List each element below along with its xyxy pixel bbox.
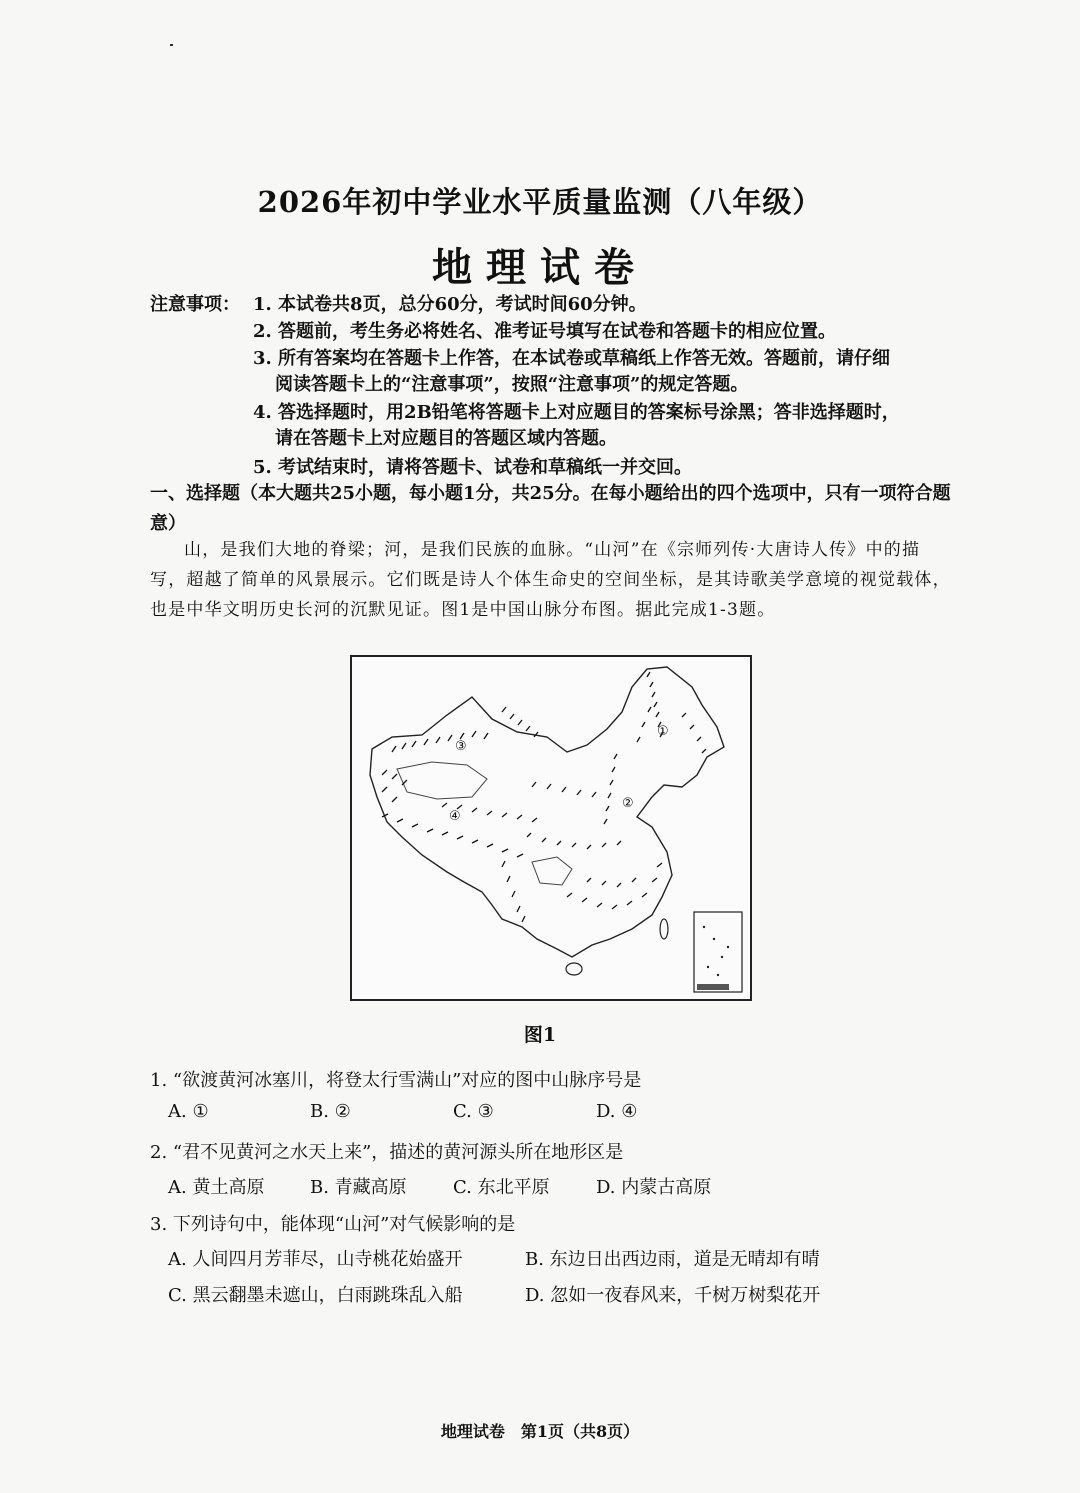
q2-option-d: D. 内蒙古高原 [596,1177,712,1198]
q3-option-a: A. 人间四月芳菲尽，山寺桃花始盛开 [168,1249,463,1270]
exam-title: 2026年初中学业水平质量监测（八年级） [257,185,823,219]
q1-option-b: B. ② [310,1101,351,1122]
china-border [370,667,724,957]
notice-item: 5. 考试结束时，请将答题卡、试卷和草稿纸一并交回。 [253,457,693,478]
question-3: 3. 下列诗句中，能体现“山河”对气候影响的是 [150,1214,516,1235]
section-description: （本大题共25小题，每小题1分，共25分。在每小题给出的四个选项中，只有一项符合题意） [150,483,951,534]
marker-labels [449,724,669,824]
taiwan-island [660,919,668,939]
marker-2: ② [622,796,634,811]
q2-option-a: A. 黄土高原 [168,1177,265,1198]
q1-option-c: C. ③ [453,1101,494,1122]
question-1: 1. “欲渡黄河冰塞川，将登太行雪满山”对应的图中山脉序号是 [150,1070,642,1091]
q1-option-d: D. ④ [596,1101,638,1122]
q3-option-c: C. 黑云翻墨未遮山，白雨跳珠乱入船 [168,1285,463,1306]
section-title: 一、选择题 [150,483,240,504]
notice-item: 4. 答选择题时，用2B铅笔将答题卡上对应题目的答案标号涂黑；答非选择题时， [253,402,900,423]
scan-speck [170,44,173,46]
notice-item: 请在答题卡上对应题目的答题区域内答题。 [275,428,617,449]
q2-option-c: C. 东北平原 [453,1177,550,1198]
tarim-basin [397,762,487,799]
notice-label: 注意事项： [150,294,240,315]
inset-islands [703,926,729,976]
notice-item: 阅读答题卡上的“注意事项”，按照“注意事项”的规定答题。 [275,374,749,395]
figure-caption: 图1 [523,1024,557,1046]
china-mountain-map [350,655,752,1001]
q3-option-b: B. 东边日出西边雨，道是无晴却有晴 [525,1249,820,1270]
notice-item: 2. 答题前，考生务必将姓名、准考证号填写在试卷和答题卡的相应位置。 [253,321,837,342]
notice-item: 3. 所有答案均在答题卡上作答，在本试卷或草稿纸上作答无效。答题前，请仔细 [253,348,891,369]
marker-1: ① [657,724,669,739]
map-drawing [352,657,750,999]
inset-label-strip [697,984,729,990]
q3-option-d: D. 忽如一夜春风来，千树万树梨花开 [525,1285,821,1306]
marker-4: ④ [449,809,461,824]
hainan-island [566,963,582,975]
notice-item: 1. 本试卷共8页，总分60分，考试时间60分钟。 [253,294,647,315]
section-heading [150,479,962,539]
subject-title: 地理试卷 [432,245,648,291]
page-footer: 地理试卷 第1页（共8页） [440,1422,640,1441]
south-sea-inset [694,912,742,992]
question-2: 2. “君不见黄河之水天上来”，描述的黄河源头所在地形区是 [150,1142,624,1163]
q1-option-a: A. ① [168,1101,209,1122]
q2-option-b: B. 青藏高原 [310,1177,407,1198]
sichuan-basin [532,857,572,885]
marker-3: ③ [455,739,467,754]
reading-passage: 山，是我们大地的脊梁；河，是我们民族的血脉。“山河”在《宗师列传·大唐诗人传》中的描写，超越了简单的风景展示。它们既是诗人个体生命史的空间坐标，是其诗歌美学意境的视觉载体，也是中华文明历史长河的沉默见证。图1是中国山脉分布图。据此完成1-3题。 [150,540,951,620]
